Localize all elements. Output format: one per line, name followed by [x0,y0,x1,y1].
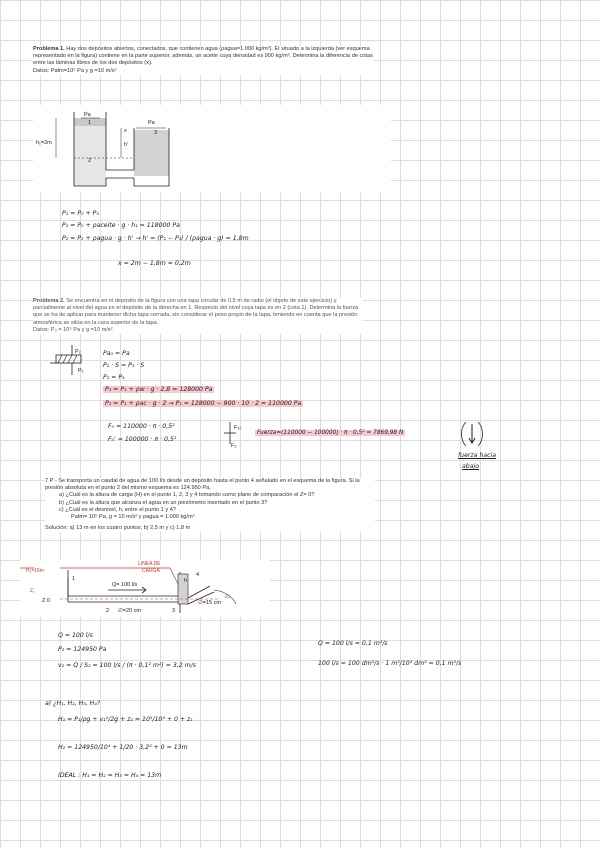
problem7-solution: Solución: a) 13 m en los cuatro puntos; b) 2,5 m y c) 1,8 m [45,525,191,532]
left-tank-water [74,126,106,186]
problem2-force-2: F₀' = 100000 · π · 0,5² [108,436,177,443]
problem1-diagram [36,108,236,188]
label-x: x [124,128,127,134]
problem2-statement [33,298,363,334]
label-linea1: LINEA DE [138,561,161,567]
problem2-work-4: P₃ = P₁ + ρw · g · 2,8 = 128000 Pa [105,386,213,393]
problem7-text: Se transporta un caudal de agua de 100 l/s desde un depósito hasta el punto 4 señalado en el esquema de la figura. Si la presión absoluta en el punto 2 del mismo esquema es 124.950 Pa, [45,478,360,492]
problem1-text: Hay dos depósitos abiertos, conectados, que contienen agua (ρagua=1.000 kg/m³). El situado a la izquierda (ver esquema representado en la figura) contiene en la parte superior, además, un aceite cuya densidad es 900 kg/m³. Determina la diferencia de cotas entre las láminas libres de los dos depósitos (x). [33,46,373,67]
label-n3: 3 [154,130,158,136]
label-n3: 3 [172,608,176,614]
problem7-work-right-2: 100 l/s = 100 dm³/s · 1 m³/10³ dm³ = 0,1 m³/s [318,660,462,667]
problem7-part-a-h2: H₂ = 124950/10⁴ + 1/20 · 3,2² + 0 = 13m [58,744,188,751]
problem7-part-a-title: a) ¿H₁, H₂, H₃, H₄? [45,700,101,707]
label-diameter: ∅=20 cm [118,608,141,614]
label-n2: 2 [88,158,92,164]
problem2-text: Se encuentra en el depósito de la figura con una tapa circular de 0,5 m de radio (el objeto de este ejercicio) y parcialmente al nivel del agua en el depósito de la derecha en 1. Respecto del nivel cuya tapa es en 2 (cota 1). Determina la fuerza que se ha de aplicar para mantener dicha tapa cerrada, sin considerar el peso propio de la tapa, teniendo en cuenta que la presión atmosférica se sitúa en la cara superior de la tapa. [33,298,359,326]
problem7-data: Patm= 10⁵ Pa, g = 10 m/s² y ρagua = 1.000 kg/m³ [71,514,195,521]
problem1-statement [33,46,373,75]
label-h1-total: H₁=15m [26,568,44,574]
paren-right [478,422,483,446]
label-diameter-2: ∅=15 cm [198,600,221,606]
problem2-data: Datos: P₀ = 10⁵ Pa y g =10 m/s² [33,326,113,333]
label-h: h [184,578,188,584]
problem1-work-1: P₁ = P₀ + P₃ [62,210,99,217]
problem7-part-a-ideal: IDEAL : H₁ = H₂ = H₃ = H₄ = 13m [58,772,162,779]
problem2-work-2: P₂ · S = P₃ · S [103,362,145,369]
label-n4: 4 [196,572,200,578]
problem1-data: Datos: Patm=10⁵ Pa y g =10 m/s² [33,67,117,74]
label-p-top: P₂ [75,349,81,355]
problem1-work-4: x = 2m − 1,8m = 0,2m [118,260,191,267]
label-hprime: h' [124,142,129,148]
lid-hatching [58,355,77,363]
label-pa-right: Pa [148,120,155,126]
problem7-item-a: a) ¿Cuál es la altura de carga (H) en el punto 1, 2, 3 y 4 tomando como plano de comparación el Z= 0? [59,492,315,499]
label-n1: 1 [88,120,92,126]
problem2-freebody [222,420,252,450]
label-q: Q= 100 l/s [112,582,138,588]
problem7-statement [45,478,375,532]
problem1-heading: Problema 1. [33,46,65,52]
freebody-top-label: F₁₀ [234,425,242,431]
label-pa-left: Pa [84,112,91,118]
problem1-work-2: P₂ = P₀ + ρaceite · g · h₁ = 118000 Pa [62,222,180,229]
problem7-part-a-h1: H₁ = P₁/ρg + v₁²/2g + z₁ = 10⁵/10⁴ + 0 + z₁ [58,716,193,723]
label-p-bottom: P₁ [78,368,84,374]
label-linea2: CARGA [142,568,160,574]
problem7-work-right-1: Q = 100 l/s = 0,1 m³/s [318,640,388,647]
arrow-note-1: fuerza hacia [458,452,497,459]
label-n2: 2 [106,608,110,614]
problem1-work-3: P₂ = P₃ + ρagua · g · h' → h' = (P₂ − P₃) / (ρagua · g) = 1,8m [62,235,249,242]
problem7-heading: 7 P - [45,478,57,484]
problem7-work-left-1: Q = 100 l/s [58,632,93,639]
problem2-work-5: P₂ = P₁ + ρac · g · 2 → P₁ = 128000 − 900 · 10 · 2 = 110000 Pa [105,400,302,407]
problem7-diagram [20,558,260,618]
tank-inner-outline [106,112,134,170]
freebody-bottom-label: F₂ [231,443,237,449]
label-z1: Z₁ [30,588,35,594]
problem2-work-1: Pa₀ = Pa [103,350,130,357]
label-z0: Z 0 [42,598,50,604]
right-tank-water [134,130,169,176]
problem7-item-b: b) ¿Cuál es la altura que alcanza el agua en un piezómetro insertado en el punto 3? [59,499,268,506]
label-h1: h₁=2m [36,140,52,146]
problem2-work-3: P₂ = P₃ [103,374,125,381]
arrow-note-2: abajo [462,463,480,470]
problem7-item-c: c) ¿Cuál es el desnivel, h, entre el punto 1 y 4? [59,506,176,513]
label-n1: 1 [72,576,76,582]
problem7-work-left-2: P₂ = 124950 Pa [58,646,107,653]
problem2-heading: Problema 2. [33,298,65,304]
label-z4: Z₄ [225,594,231,600]
problem7-work-left-3: v₂ = Q / S₂ = 100 l/s / (π · 0,1² m²) = 3,2 m/s [58,662,197,669]
problem2-result: Fuerza=(110000 − 100000) · π · 0,5² = 7869,98 N [257,430,404,436]
problem2-force-1: F₀ = 110000 · π · 0,5² [108,423,175,430]
problem2-lid-diagram [50,345,110,380]
paren-left [462,422,467,446]
downward-arrow-icon [460,420,484,448]
